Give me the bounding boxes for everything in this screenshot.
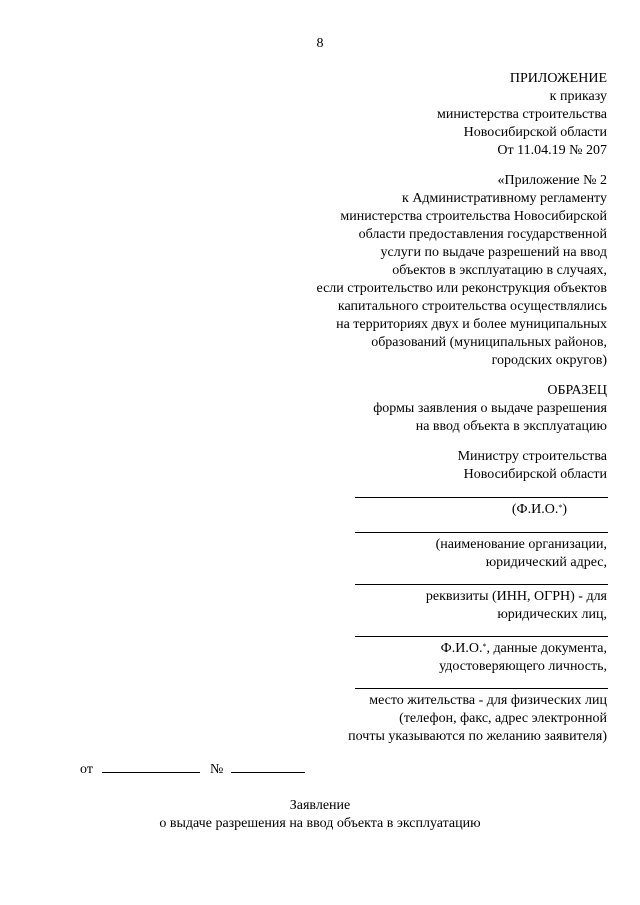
fio2-asterisk: * (482, 642, 487, 651)
sample-line: формы заявления о выдаче разрешения (373, 401, 607, 416)
addressee-block (458, 448, 607, 484)
sample-line: ОБРАЗЕЦ (547, 383, 607, 398)
fio2-line (439, 640, 607, 658)
fio2-label: Ф.И.О. (440, 641, 483, 656)
org-line: юридический адрес, (485, 555, 607, 570)
sample-line: на ввод объекта в эксплуатацию (415, 419, 607, 434)
org-caption (436, 536, 607, 572)
number-label: № (209, 762, 224, 777)
fio-asterisk: * (558, 503, 563, 512)
appendix-header-line: Новосибирской области (463, 125, 607, 140)
appendix-header (437, 70, 607, 160)
residence-caption (348, 692, 607, 746)
from-date-number-row (80, 760, 305, 778)
page-number: 8 (316, 36, 324, 51)
appendix-header-line: к приказу (549, 89, 607, 104)
id-line: удостоверяющего личность, (439, 659, 607, 674)
requisites-caption (426, 588, 607, 624)
requisites-blank-line (355, 584, 608, 585)
appendix2-line: на территориях двух и более муниципальных (336, 317, 607, 332)
number-blank[interactable] (231, 760, 305, 773)
appendix2-line: объектов в эксплуатацию в случаях, (392, 263, 607, 278)
requisites-line: реквизиты (ИНН, ОГРН) - для (425, 589, 607, 604)
addressee-line: Новосибирской области (463, 467, 607, 482)
sample-block (373, 382, 607, 436)
residence-line: (телефон, факс, адрес электронной (399, 711, 607, 726)
fio-label: (Ф.И.О. (511, 502, 559, 517)
residence-line: место жительства - для физических лиц (369, 693, 607, 708)
appendix-header-line: министерства строительства (436, 107, 607, 122)
residence-blank-line (355, 688, 608, 689)
title-line: Заявление (289, 798, 351, 813)
fio-caption (512, 501, 567, 519)
document-title (0, 797, 640, 833)
appendix2-line: образований (муниципальных районов, (371, 335, 607, 350)
residence-line: почты указываются по желанию заявителя) (348, 729, 607, 744)
appendix2-line: области предоставления государственной (358, 227, 607, 242)
org-blank-line (355, 532, 608, 533)
appendix2-line: министерства строительства Новосибирской (340, 209, 607, 224)
fio-blank-line (355, 497, 608, 498)
appendix-header-line: ПРИЛОЖЕНИЕ (509, 71, 607, 86)
addressee-line: Министру строительства (457, 449, 607, 464)
id-caption (439, 640, 607, 676)
requisites-line: юридических лиц, (497, 607, 607, 622)
org-line: (наименование организации, (435, 537, 607, 552)
from-label: от (80, 762, 93, 777)
appendix2-line: «Приложение № 2 (497, 173, 607, 188)
appendix2-line: услуги по выдаче разрешений на ввод (380, 245, 607, 260)
appendix2-line: городских округов) (491, 353, 607, 368)
appendix2-line: если строительство или реконструкция объектов (316, 281, 607, 296)
title-subline: о выдаче разрешения на ввод объекта в эксплуатацию (159, 816, 481, 831)
fio-close: ) (562, 502, 567, 517)
id-blank-line (355, 636, 608, 637)
fio2-rest: , данные документа, (486, 641, 607, 656)
appendix2-line: к Административному регламенту (402, 191, 607, 206)
appendix2-block (317, 172, 608, 370)
appendix2-line: капитального строительства осуществлялись (337, 299, 607, 314)
appendix-header-line: От 11.04.19 № 207 (497, 143, 607, 158)
date-blank[interactable] (102, 760, 200, 773)
